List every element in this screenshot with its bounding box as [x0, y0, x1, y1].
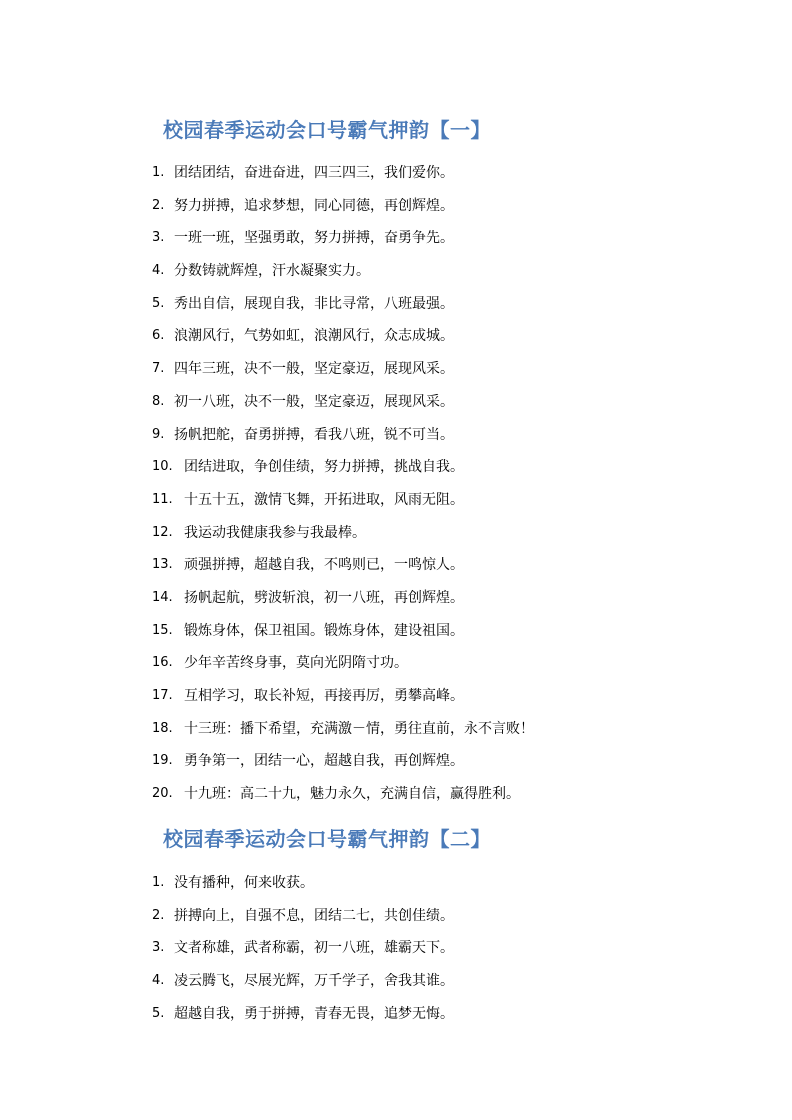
- list-item-number: 2.: [152, 197, 165, 213]
- list-item-text: 凌云腾飞，尽展光辉，万千学子，舍我其谁。: [174, 973, 454, 990]
- list-item-number: 2.: [152, 907, 165, 923]
- slogan-list-1: [152, 161, 534, 815]
- list-item: [152, 717, 534, 750]
- list-item-number: 8.: [152, 393, 165, 409]
- list-item: [152, 455, 534, 488]
- list-item-text: 顽强拼搏，超越自我，不鸣则已，一鸣惊人。: [184, 557, 464, 574]
- list-item-text: 扬帆把舵，奋勇拼搏，看我八班，锐不可当。: [174, 426, 454, 443]
- list-item-text: 勇争第一，团结一心，超越自我，再创辉煌。: [184, 753, 464, 770]
- list-item-number: 7.: [152, 361, 165, 377]
- list-item: [152, 904, 454, 937]
- list-item-number: 3.: [152, 230, 165, 246]
- list-item-text: 分数铸就辉煌，汗水凝聚实力。: [174, 263, 370, 280]
- list-item-text: 锻炼身体，保卫祖国。锻炼身体，建设祖国。: [184, 622, 464, 639]
- list-item-text: 十三班：播下希望，充满激－情，勇往直前，永不言败！: [184, 720, 534, 737]
- list-item: [152, 357, 534, 390]
- list-item: [152, 423, 534, 456]
- list-item-number: 14.: [152, 589, 173, 605]
- list-item: [152, 390, 534, 423]
- list-item-text: 我运动我健康我参与我最棒。: [184, 524, 366, 541]
- list-item-text: 团结进取，争创佳绩，努力拼搏，挑战自我。: [184, 459, 464, 476]
- list-item: [152, 936, 454, 969]
- list-item-text: 浪潮风行，气势如虹，浪潮风行，众志成城。: [174, 328, 454, 345]
- list-item-text: 少年辛苦终身事，莫向光阴隋寸功。: [184, 655, 408, 672]
- list-item-number: 15.: [152, 622, 173, 638]
- list-item: [152, 684, 534, 717]
- list-item: [152, 782, 534, 815]
- list-item-text: 互相学习，取长补短，再接再厉，勇攀高峰。: [184, 688, 464, 704]
- list-item: [152, 324, 534, 357]
- section-title-2: 校园春季运动会口号霸气押韵【二】: [163, 827, 491, 851]
- list-item: [152, 194, 534, 227]
- list-item: [152, 619, 534, 652]
- list-item-text: 一班一班，坚强勇敢，努力拼搏，奋勇争先。: [174, 230, 454, 247]
- list-item: [152, 749, 534, 782]
- list-item: [152, 553, 534, 586]
- list-item-number: 13.: [152, 557, 173, 573]
- list-item: [152, 871, 454, 904]
- list-item-number: 16.: [152, 655, 173, 671]
- list-item-number: 9.: [152, 426, 165, 442]
- list-item: [152, 1002, 454, 1035]
- list-item-text: 没有播种，何来收获。: [174, 875, 314, 891]
- list-item-number: 1.: [152, 165, 165, 180]
- list-item-number: 1.: [152, 875, 165, 890]
- list-item: [152, 488, 534, 521]
- list-item-text: 四年三班，决不一般，坚定豪迈，展现风采。: [174, 361, 454, 378]
- list-item-number: 3.: [152, 940, 165, 956]
- list-item-text: 拼搏向上，自强不息，团结二七，共创佳绩。: [174, 907, 454, 924]
- list-item-text: 十五十五，激情飞舞，开拓进取，风雨无阻。: [184, 491, 464, 508]
- list-item-number: 5.: [152, 1005, 165, 1021]
- list-item-text: 初一八班，决不一般，坚定豪迈，展现风采。: [174, 393, 454, 410]
- list-item-text: 文者称雄，武者称霸，初一八班，雄霸天下。: [174, 940, 454, 957]
- list-item-text: 团结团结，奋进奋进，四三四三，我们爱你。: [174, 165, 454, 181]
- list-item-text: 秀出自信，展现自我，非比寻常，八班最强。: [174, 295, 454, 312]
- list-item-number: 6.: [152, 328, 165, 344]
- list-item-text: 十九班：高二十九，魅力永久，充满自信，赢得胜利。: [184, 786, 520, 803]
- list-item-text: 扬帆起航，劈波斩浪，初一八班，再创辉煌。: [184, 589, 464, 606]
- list-item-number: 11.: [152, 491, 173, 507]
- list-item-text: 超越自我，勇于拼搏，青春无畏，追梦无悔。: [174, 1005, 454, 1022]
- list-item-number: 4.: [152, 263, 165, 279]
- list-item: [152, 161, 534, 194]
- slogan-list-2: [152, 871, 454, 1034]
- list-item: [152, 521, 534, 554]
- list-item: [152, 651, 534, 684]
- list-item: [152, 969, 454, 1002]
- list-item: [152, 259, 534, 292]
- list-item-number: 18.: [152, 720, 173, 736]
- list-item: [152, 586, 534, 619]
- list-item-number: 19.: [152, 753, 173, 769]
- list-item-number: 12.: [152, 524, 173, 540]
- list-item: [152, 292, 534, 325]
- list-item-number: 20.: [152, 786, 173, 802]
- list-item: [152, 226, 534, 259]
- section-title-1: 校园春季运动会口号霸气押韵【一】: [163, 118, 491, 142]
- list-item-number: 4.: [152, 973, 165, 989]
- list-item-number: 10.: [152, 459, 173, 475]
- list-item-number: 5.: [152, 295, 165, 311]
- list-item-text: 努力拼搏，追求梦想，同心同德，再创辉煌。: [174, 197, 454, 214]
- list-item-number: 17.: [152, 688, 173, 703]
